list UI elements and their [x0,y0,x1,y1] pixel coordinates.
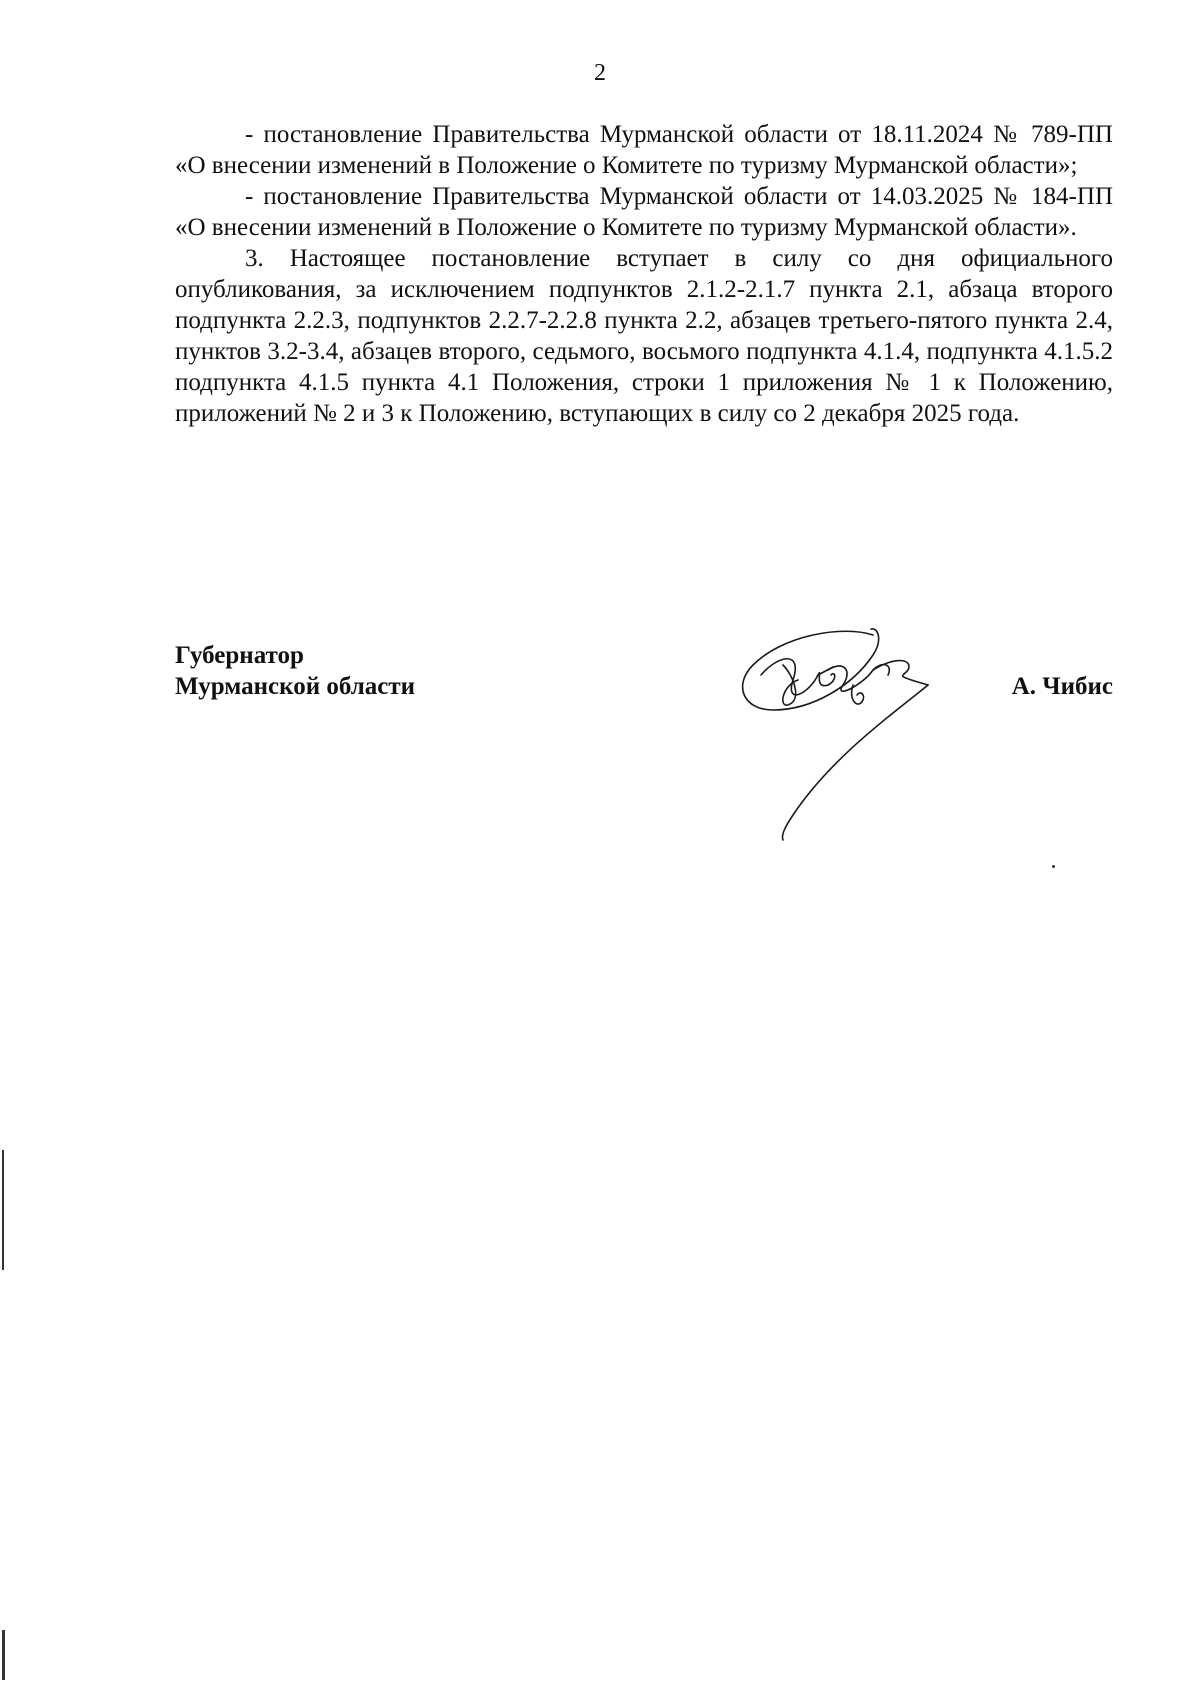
signer-title-line-2: Мурманской области [175,673,416,700]
scan-edge-mark [2,1630,5,1680]
paragraph-1: - постановление Правительства Мурманской области от 18.11.2024 № 789-ПП «О внесении изменений в Положение о Комитете по туризму Мурманской области»; [175,121,1113,179]
signer-title [175,640,415,702]
signer-title-line-1: Губернатор [175,642,304,669]
scan-edge-mark [2,1150,4,1270]
handwritten-signature [723,615,953,845]
signature-block [175,640,1113,860]
page-number: 2 [594,60,606,86]
scan-dot [1052,865,1055,868]
paragraph-2: - постановление Правительства Мурманской области от 14.03.2025 № 184-ПП «О внесении изменений в Положение о Комитете по туризму Мурманской области». [175,183,1113,241]
signer-name: А. Чибис [1011,673,1113,700]
paragraph-3: 3. Настоящее постановление вступает в силу со дня официального опубликования, за исключением подпунктов 2.1.2-2.1.7 пункта 2.1, абзаца второго подпункта 2.2.3, подпунктов 2.2.7-2.2.8 пункта 2.2, абзацев третьего-пятого пункта 2.4, пунктов 3.2-3.4, абзацев второго, седьмого, восьмого подпункта 4.1.4, подпункта 4.1.5.2 подпункта 4.1.5 пункта 4.1 Положения, строки 1 приложения № 1 к Положению, приложений № 2 и 3 к Положению, вступающих в силу со 2 декабря 2025 года. [175,245,1113,427]
document-body [175,119,1113,429]
